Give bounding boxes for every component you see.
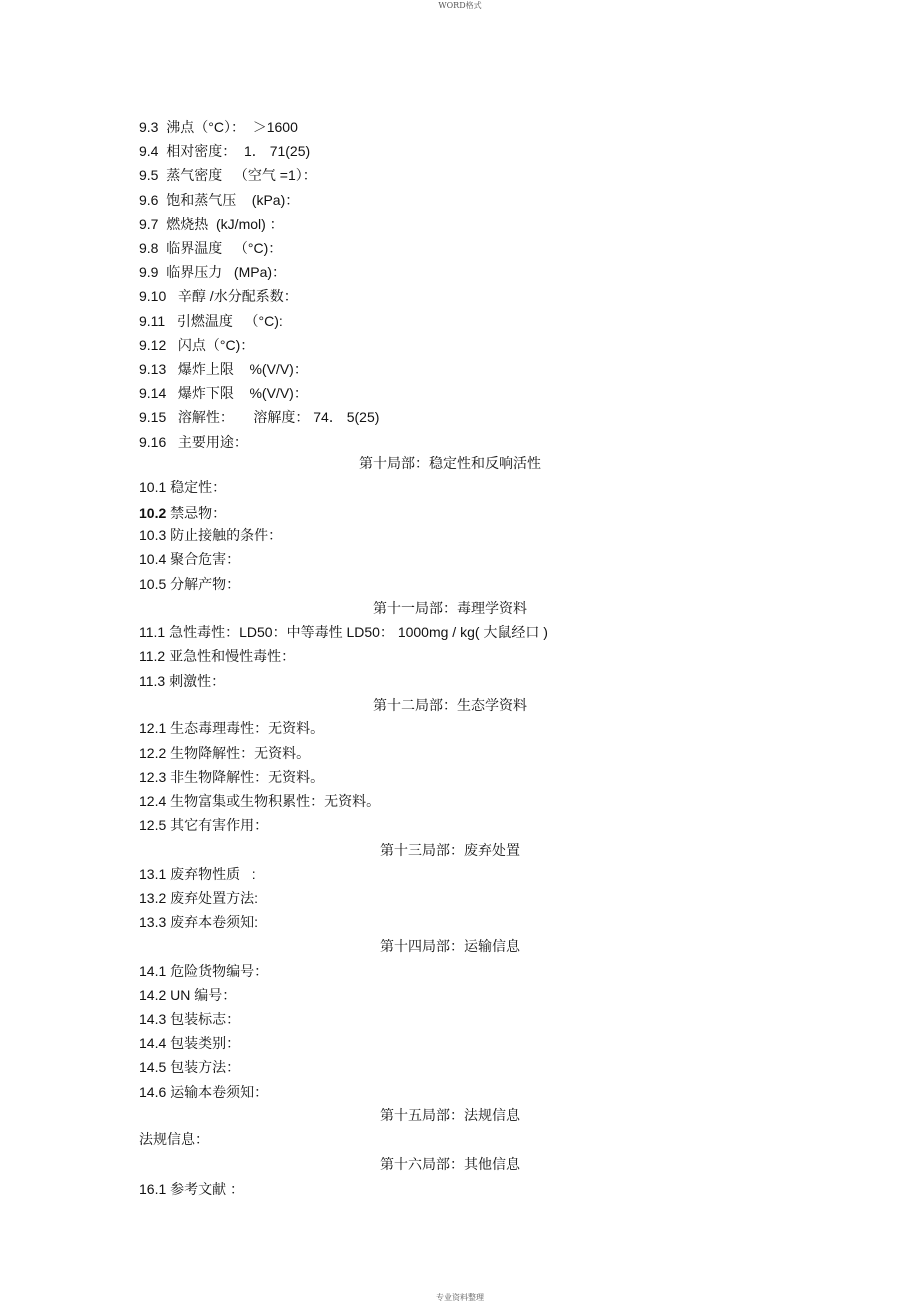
- section-item: 13.1 废弃物性质 :: [139, 866, 256, 882]
- section-item: 14.1 危险货物编号：: [139, 963, 269, 979]
- section-item: 16.1 参考文献 ：: [139, 1181, 245, 1197]
- item-number: 10.2: [139, 505, 167, 521]
- property-line: 9.5 蒸气密度 （空气 =1）：: [139, 167, 317, 183]
- property-line: 9.10 辛醇 /水分配系数：: [139, 288, 298, 304]
- section-item: 14.6 运输本卷须知：: [139, 1084, 269, 1100]
- section-item: 11.2 亚急性和慢性毒性：: [139, 648, 296, 664]
- page-header: WORD格式: [438, 1, 482, 10]
- section-heading: 第十二局部：生态学资料: [373, 697, 527, 713]
- section-item: 14.5 包装方法：: [139, 1059, 241, 1075]
- property-line: 9.4 相对密度： 1． 71(25): [139, 143, 311, 159]
- property-line: 9.15 溶解性： 溶解度： 74． 5(25): [139, 409, 380, 425]
- section-item: 12.3 非生物降解性：无资料。: [139, 769, 325, 785]
- section-heading: 第十六局部：其他信息: [380, 1156, 520, 1172]
- property-line: 9.9 临界压力 (MPa)：: [139, 264, 287, 280]
- property-line: 9.8 临界温度 （°C)：: [139, 240, 283, 256]
- property-line: 9.12 闪点（°C)：: [139, 337, 255, 353]
- section-item: 14.2 UN 编号：: [139, 987, 237, 1003]
- section-item: 10.3 防止接触的条件：: [139, 527, 283, 543]
- section-item: 12.4 生物富集或生物积累性：无资料。: [139, 793, 381, 809]
- section-item: 12.1 生态毒理毒性：无资料。: [139, 720, 325, 736]
- section-item: 12.2 生物降解性：无资料。: [139, 745, 311, 761]
- section-item: [139, 505, 226, 521]
- property-line: 9.14 爆炸下限 %(V/V)：: [139, 385, 308, 401]
- section-item: 11.1 急性毒性：LD50：中等毒性 LD50： 1000mg / kg( 大鼠经口 ): [139, 624, 548, 640]
- property-line: 9.11 引燃温度 （°C):: [139, 313, 283, 329]
- section-item: 12.5 其它有害作用：: [139, 817, 269, 833]
- section-heading: 第十一局部：毒理学资料: [373, 600, 527, 616]
- section-heading: 第十四局部：运输信息: [380, 938, 520, 954]
- section-item: 法规信息：: [139, 1131, 209, 1147]
- section-item: 14.3 包装标志：: [139, 1011, 241, 1027]
- section-item: 10.1 稳定性：: [139, 479, 227, 495]
- property-line: 9.6 饱和蒸气压 (kPa)：: [139, 192, 300, 208]
- page-footer: 专业资料整理: [436, 1293, 484, 1302]
- section-item: 14.4 包装类别：: [139, 1035, 241, 1051]
- property-line: 9.7 燃烧热 (kJ/mol) ：: [139, 216, 284, 232]
- section-item: 10.4 聚合危害：: [139, 551, 241, 567]
- property-line: 9.16 主要用途：: [139, 434, 248, 450]
- property-line: 9.13 爆炸上限 %(V/V)：: [139, 361, 308, 377]
- section-heading: 第十三局部：废弃处置: [380, 842, 520, 858]
- section-heading: 第十五局部：法规信息: [380, 1107, 520, 1123]
- property-line: 9.3 沸点（°C）： ＞1600: [139, 119, 298, 135]
- section-item: 13.2 废弃处置方法:: [139, 890, 259, 906]
- section-heading: 第十局部：稳定性和反响活性: [359, 455, 541, 471]
- section-item: 13.3 废弃本卷须知:: [139, 914, 259, 930]
- item-text: 禁忌物：: [170, 505, 227, 521]
- section-item: 11.3 刺激性：: [139, 673, 226, 689]
- section-item: 10.5 分解产物：: [139, 576, 241, 592]
